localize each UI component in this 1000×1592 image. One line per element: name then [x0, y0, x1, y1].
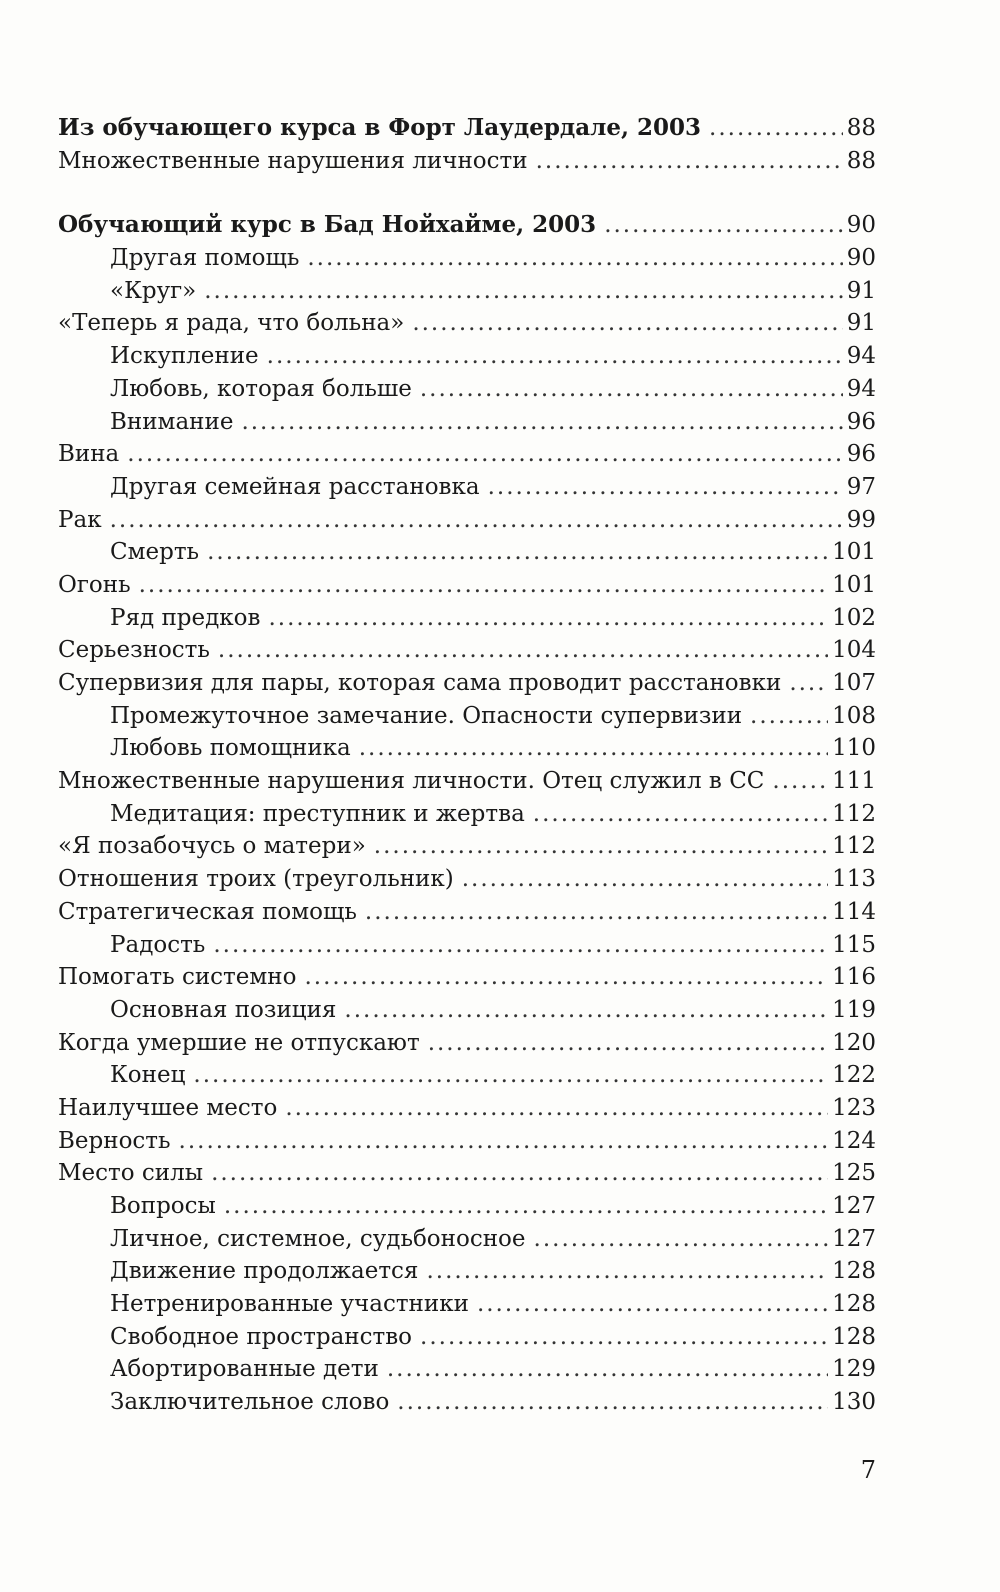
toc-dot-leader	[179, 1125, 829, 1158]
toc-entry[interactable]	[58, 765, 876, 798]
toc-entry-page: 128	[832, 1291, 876, 1318]
toc-dot-leader	[534, 1223, 829, 1256]
toc-entry-title: Из обучающего курса в Форт Лаудердале, 2003	[58, 114, 702, 141]
toc-entry[interactable]	[58, 798, 876, 831]
toc-entry[interactable]	[58, 667, 876, 700]
toc-dot-leader	[420, 1321, 828, 1354]
toc-dot-leader	[604, 209, 843, 242]
table-of-contents	[58, 112, 876, 1419]
toc-entry-page: 88	[846, 147, 876, 174]
toc-dot-leader	[477, 1288, 828, 1321]
toc-entry-page: 129	[832, 1356, 876, 1383]
toc-dot-leader	[110, 504, 843, 537]
toc-entry[interactable]	[58, 602, 876, 635]
toc-entry[interactable]	[58, 340, 876, 373]
toc-entry-page: 114	[832, 898, 876, 925]
toc-entry[interactable]	[58, 1386, 876, 1419]
toc-dot-leader	[789, 667, 828, 700]
toc-entry-title: Обучающий курс в Бад Нойхайме, 2003	[58, 211, 597, 239]
toc-entry-title: Свободное пространство	[110, 1323, 413, 1350]
toc-dot-leader	[533, 798, 828, 831]
toc-entry-title: Серьезность	[58, 637, 210, 664]
toc-entry-page: 113	[832, 866, 876, 893]
toc-entry-page: 94	[846, 375, 876, 402]
toc-entry-page: 101	[832, 539, 876, 566]
toc-entry-title: Нетренированные участники	[110, 1291, 469, 1318]
toc-entry-page: 130	[832, 1389, 876, 1416]
toc-entry-title: Множественные нарушения личности. Отец служил в СС	[58, 768, 765, 795]
toc-entry-page: 97	[846, 473, 876, 500]
toc-entry-page: 99	[846, 506, 876, 533]
toc-entry-title: Конец	[110, 1062, 186, 1089]
toc-entry-title: Место силы	[58, 1160, 204, 1187]
toc-entry-title: Любовь, которая больше	[110, 375, 412, 402]
toc-dot-leader	[374, 830, 828, 863]
toc-dot-leader	[420, 373, 843, 406]
toc-entry-page: 102	[832, 604, 876, 631]
toc-entry-page: 91	[846, 277, 876, 304]
toc-entry-page: 115	[832, 931, 876, 958]
toc-entry[interactable]	[58, 1288, 876, 1321]
toc-entry-title: Когда умершие не отпускают	[58, 1029, 420, 1056]
toc-entry-page: 123	[832, 1094, 876, 1121]
toc-entry[interactable]	[58, 145, 876, 178]
toc-dot-leader	[127, 438, 842, 471]
toc-dot-leader	[344, 994, 828, 1027]
toc-entry-page: 125	[832, 1160, 876, 1187]
toc-entry-page: 128	[832, 1258, 876, 1285]
toc-entry-title: Верность	[58, 1127, 171, 1154]
toc-entry-title: Искупление	[110, 343, 259, 370]
toc-entry-title: Промежуточное замечание. Опасности супервизии	[110, 702, 743, 729]
toc-entry[interactable]	[58, 929, 876, 962]
toc-entry[interactable]	[58, 112, 876, 145]
toc-dot-leader	[359, 732, 828, 765]
toc-entry[interactable]	[58, 1125, 876, 1158]
toc-entry-title: Множественные нарушения личности	[58, 147, 528, 174]
toc-dot-leader	[750, 700, 828, 733]
toc-entry-title: Другая семейная расстановка	[110, 473, 480, 500]
toc-entry[interactable]	[58, 307, 876, 340]
toc-entry-title: Смерть	[110, 539, 200, 566]
toc-dot-leader	[488, 471, 843, 504]
toc-entry-title: Внимание	[110, 408, 234, 435]
toc-entry[interactable]	[58, 634, 876, 667]
toc-entry-title: Медитация: преступник и жертва	[110, 800, 525, 827]
toc-entry-page: 96	[846, 408, 876, 435]
toc-entry[interactable]	[58, 1059, 876, 1092]
toc-entry-page: 110	[832, 735, 876, 762]
toc-entry-title: Рак	[58, 506, 102, 533]
toc-dot-leader	[709, 112, 843, 145]
toc-entry-title: Заключительное слово	[110, 1389, 390, 1416]
toc-entry-page: 112	[832, 800, 876, 827]
toc-dot-leader	[224, 1190, 828, 1223]
toc-entry[interactable]	[58, 1321, 876, 1354]
toc-entry-page: 104	[832, 637, 876, 664]
toc-entry-page: 127	[832, 1225, 876, 1252]
toc-entry-page: 96	[846, 441, 876, 468]
toc-entry-page: 124	[832, 1127, 876, 1154]
toc-dot-leader	[365, 896, 828, 929]
toc-entry-title: Наилучшее место	[58, 1094, 278, 1121]
toc-entry[interactable]	[58, 994, 876, 1027]
toc-dot-leader	[193, 1059, 828, 1092]
toc-dot-leader	[536, 145, 843, 178]
toc-dot-leader	[218, 634, 828, 667]
toc-dot-leader	[285, 1092, 828, 1125]
toc-entry-title: Вопросы	[110, 1193, 216, 1219]
toc-entry-title: Любовь помощника	[110, 735, 351, 762]
toc-section	[58, 209, 876, 1418]
toc-entry[interactable]	[58, 471, 876, 504]
toc-entry[interactable]	[58, 1092, 876, 1125]
toc-entry[interactable]	[58, 700, 876, 733]
toc-entry-title: «Я позабочусь о матери»	[58, 833, 366, 860]
toc-entry[interactable]	[58, 536, 876, 569]
toc-entry[interactable]	[58, 373, 876, 406]
toc-dot-leader	[772, 765, 828, 798]
toc-entry-page: 88	[846, 115, 876, 141]
toc-dot-leader	[428, 1027, 828, 1060]
toc-entry[interactable]	[58, 830, 876, 863]
toc-dot-leader	[387, 1353, 828, 1386]
toc-entry[interactable]	[58, 896, 876, 929]
toc-entry-page: 94	[846, 343, 876, 370]
toc-entry-title: Другая помощь	[110, 245, 300, 272]
toc-entry-title: Основная позиция	[110, 996, 337, 1023]
toc-entry[interactable]	[58, 1157, 876, 1190]
toc-dot-leader	[304, 961, 828, 994]
toc-entry-title: Личное, системное, судьбоносное	[110, 1225, 526, 1252]
toc-entry[interactable]	[58, 1027, 876, 1060]
toc-entry[interactable]	[58, 275, 876, 308]
toc-entry-title: Вина	[58, 441, 120, 468]
toc-entry-page: 116	[832, 964, 876, 991]
toc-entry[interactable]	[58, 569, 876, 602]
toc-entry-page: 90	[846, 212, 876, 239]
toc-dot-leader	[207, 536, 828, 569]
toc-entry[interactable]	[58, 1255, 876, 1288]
toc-dot-leader	[307, 242, 842, 275]
toc-entry-title: Супервизия для пары, которая сама проводит расстановки	[58, 670, 782, 696]
toc-entry-title: «Круг»	[110, 277, 197, 304]
toc-entry-page: 111	[832, 768, 876, 795]
toc-entry-title: Огонь	[58, 571, 131, 598]
toc-entry[interactable]	[58, 438, 876, 471]
toc-entry-page: 108	[832, 702, 876, 729]
toc-entry-page: 127	[832, 1193, 876, 1219]
page-number: 7	[860, 1456, 876, 1484]
toc-entry-page: 101	[832, 571, 876, 598]
toc-dot-leader	[412, 307, 842, 340]
toc-dot-leader	[139, 569, 828, 602]
toc-entry-page: 128	[832, 1323, 876, 1350]
toc-entry-page: 122	[832, 1062, 876, 1089]
toc-entry-page: 107	[832, 670, 876, 696]
toc-entry-title: Отношения троих (треугольник)	[58, 866, 454, 893]
toc-entry-page: 90	[846, 245, 876, 272]
toc-entry-title: Радость	[110, 931, 206, 958]
toc-dot-leader	[462, 863, 828, 896]
toc-dot-leader	[213, 929, 828, 962]
toc-entry-title: Движение продолжается	[110, 1258, 419, 1285]
toc-entry-title: «Теперь я рада, что больна»	[58, 310, 405, 337]
toc-entry-title: Абортированные дети	[110, 1356, 379, 1383]
toc-entry-page: 91	[846, 310, 876, 337]
toc-section	[58, 112, 876, 177]
toc-entry[interactable]	[58, 504, 876, 537]
toc-dot-leader	[426, 1255, 828, 1288]
toc-entry[interactable]	[58, 863, 876, 896]
toc-entry[interactable]	[58, 406, 876, 439]
toc-entry[interactable]	[58, 961, 876, 994]
toc-entry[interactable]	[58, 1223, 876, 1256]
toc-dot-leader	[204, 275, 842, 308]
toc-entry[interactable]	[58, 1353, 876, 1386]
toc-entry-title: Ряд предков	[110, 604, 261, 631]
toc-entry[interactable]	[58, 242, 876, 275]
toc-entry[interactable]	[58, 1190, 876, 1223]
toc-entry[interactable]	[58, 732, 876, 765]
toc-entry-title: Помогать системно	[58, 964, 297, 991]
toc-dot-leader	[211, 1157, 828, 1190]
toc-entry-title: Стратегическая помощь	[58, 898, 357, 925]
toc-dot-leader	[268, 602, 828, 635]
toc-dot-leader	[397, 1386, 828, 1419]
toc-entry-page: 119	[832, 996, 876, 1023]
toc-entry-page: 112	[832, 833, 876, 860]
toc-entry-page: 120	[832, 1029, 876, 1056]
toc-dot-leader	[267, 340, 843, 373]
toc-dot-leader	[241, 406, 842, 439]
toc-entry[interactable]	[58, 209, 876, 242]
